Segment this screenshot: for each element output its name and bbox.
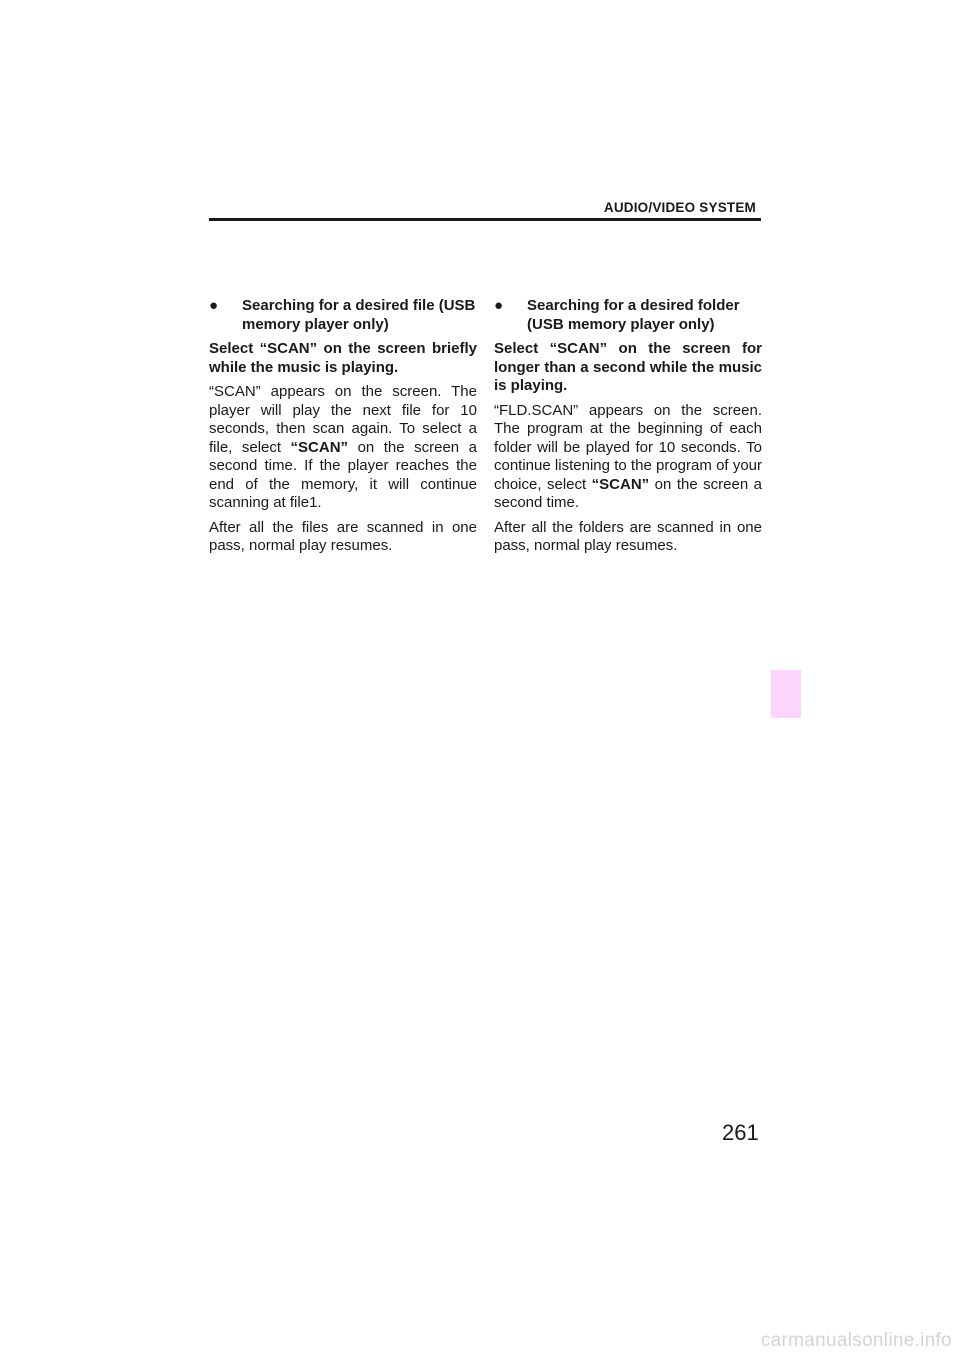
body-paragraph — [209, 383, 477, 513]
heading-text: Searching for a desired folder (USB memory player only) — [527, 297, 740, 333]
chapter-side-tab — [771, 670, 801, 718]
header-title: AUDIO/VIDEO SYSTEM — [603, 200, 756, 215]
scan-emphasis: “SCAN” — [591, 475, 650, 493]
bullet-icon: ● — [209, 297, 219, 314]
instruction-text: Select “SCAN” on the screen briefly while the music is playing. — [209, 340, 477, 376]
body-paragraph: After all the folders are scanned in one pass, normal play resumes. — [494, 518, 762, 554]
watermark: carmanualsonline.info — [760, 1330, 952, 1351]
bullet-icon: ● — [494, 297, 504, 314]
section-heading-folder-search — [494, 297, 762, 334]
header-rule — [209, 218, 761, 221]
scan-emphasis: “SCAN” — [290, 438, 349, 456]
paragraph-text: “SCAN” appears on the screen. The player will play the next file for 10 seconds, then scan again. To select a file, select — [209, 383, 477, 456]
paragraph-text: on the screen a second time. If the player reaches the end of the memory, it will continue scanning at file1. — [209, 438, 477, 511]
page-number: 261 — [722, 1120, 759, 1145]
section-heading-file-search — [209, 297, 477, 334]
body-paragraph: After all the files are scanned in one pass, normal play resumes. — [209, 518, 477, 554]
heading-text: Searching for a desired file (USB memory player only) — [242, 297, 476, 333]
instruction-text: Select “SCAN” on the screen for longer than a second while the music is playing. — [494, 340, 762, 394]
left-column — [209, 297, 477, 562]
body-paragraph — [494, 402, 762, 513]
right-column — [494, 297, 762, 562]
paragraph-text: “FLD.SCAN” appears on the screen. The program at the beginning of each folder will be played for 10 seconds. To continue listening to the program of your choice, select — [494, 401, 762, 493]
paragraph-text: on the screen a second time. — [494, 475, 762, 511]
